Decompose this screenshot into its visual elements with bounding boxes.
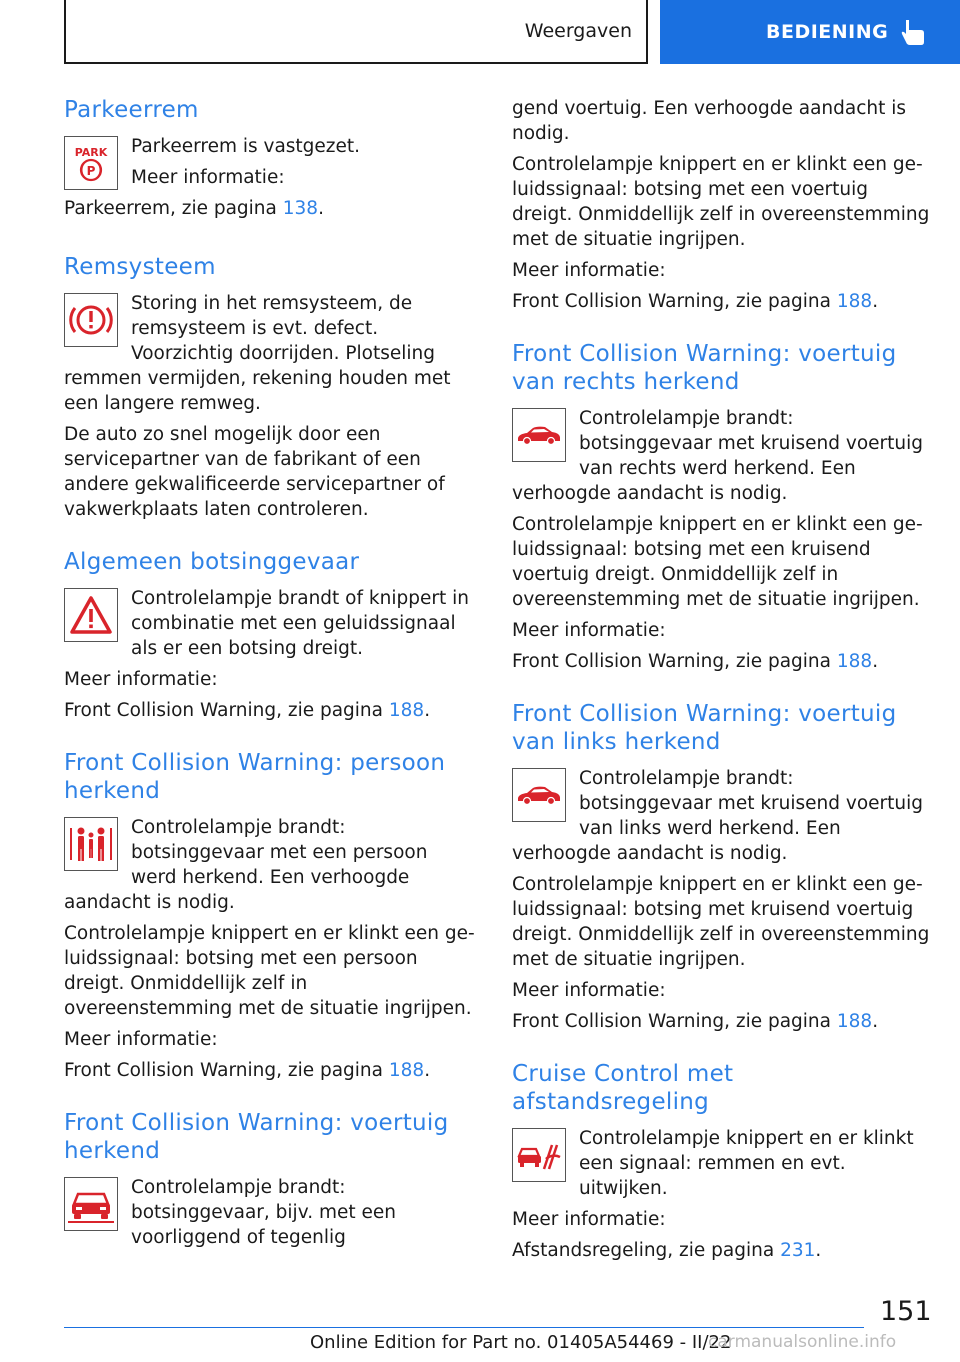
paragraph: Afstandsregeling, zie pagina 231. [512,1240,822,1261]
footer-divider [64,1327,864,1328]
paragraph: Meer informatie: [512,620,666,641]
paragraph: Controlelampje knippert en er klinkt een geluidssignaal: botsing met een kruisend voertuig dreigt. Onmiddellijk zelf in overeenstemming met de situatie ingrijpen. [512,514,923,610]
distance-control-icon [512,1128,566,1182]
section-title: Front Collision Warning: voertuig van links herkend [512,701,897,755]
watermark: carmanualsonline.info [708,1332,897,1352]
section-title: Cruise Control met afstandsregeling [512,1061,734,1115]
section-botsinggevaar [64,548,476,723]
paragraph: Meer informatie: [64,669,218,690]
section-title: Parkeerrem [64,97,199,123]
page-link[interactable]: 138 [282,198,319,219]
section-title: Front Collision Warning: voertuig herkend [64,1110,449,1164]
paragraph: Controlelampje knippert en er klinkt een signaal: remmen en evt. uitwijken. [579,1128,914,1199]
svg-text:P: P [86,164,96,178]
page-link[interactable]: 188 [836,291,873,312]
paragraph: Controlelampje knippert en er klinkt een geluidssignaal: botsing met kruisend voertuig dreigt. Onmiddellijk zelf in overeenstemming met de situatie ingrijpen. [512,874,930,970]
paragraph: Controlelampje brandt of knippert in combinatie met een geluidssignaal als er een botsing dreigt. [131,588,469,659]
paragraph: Controlelampje brandt: botsinggevaar met kruisend voertuig van rechts werd herkend. Een verhoogde aandacht is nodig. [512,408,924,504]
paragraph: Controlelampje brandt: botsinggevaar met kruisend voertuig van links werd herkend. Een verhoogde aandacht is nodig. [512,768,924,864]
hand-pointer-icon [900,18,926,46]
car-side-icon [512,408,566,462]
page-link[interactable]: 188 [388,1060,425,1081]
paragraph: Meer informatie: [512,260,666,281]
section-voertuig [64,1109,476,1250]
paragraph: Front Collision Warning, zie pagina 188. [512,651,879,672]
paragraph: Controlelampje brandt: botsinggevaar, bijv. met een voorliggend of tegenlig [131,1177,396,1248]
section-persoon [64,749,476,1083]
section-title: Front Collision Warning: persoon herkend [64,750,446,804]
paragraph: Front Collision Warning, zie pagina 188. [512,291,879,312]
section-links [512,700,930,1034]
pedestrian-icon [64,817,118,871]
section-title: Front Collision Warning: voertuig van rechts herkend [512,341,897,395]
paragraph: Storing in het remsysteem, de remsysteem is evt. defect. Voorzichtig doorrijden. Plotseling remmen vermijden, rekening houden met een langere remweg. [64,293,451,414]
paragraph: Meer informatie: [131,167,285,188]
section-cruise-control [512,1060,930,1263]
header-chapter [660,0,960,64]
paragraph: gend voertuig. Een verhoogde aandacht is nodig. [512,98,907,144]
section-title: Remsysteem [64,254,216,280]
svg-text:PARK: PARK [74,146,108,159]
section-remsysteem [64,253,476,522]
paragraph: Controlelampje brandt: botsinggevaar met een persoon werd herkend. Een verhoogde aandacht is nodig. [64,817,428,913]
page-link[interactable]: 231 [780,1240,816,1261]
park-brake-icon [64,136,118,190]
brake-warning-icon [64,293,118,347]
paragraph: Meer informatie: [512,980,666,1001]
page-link[interactable]: 188 [836,1011,873,1032]
section-voertuig-continued [512,96,930,314]
header-section [64,0,648,64]
paragraph: Parkeerrem, zie pagina 138. [64,198,324,219]
paragraph: Controlelampje knippert en er klinkt een geluidssignaal: botsing met een voertuig dreigt. Onmiddellijk zelf in overeenstemming met de situatie ingrijpen. [512,154,930,250]
paragraph: Meer informatie: [64,1029,218,1050]
paragraph: Meer informatie: [512,1209,666,1230]
page-number: 151 [880,1296,932,1327]
section-parkeerrem [64,96,476,227]
page-link[interactable]: 188 [836,651,873,672]
header-chapter-title: BEDIENING [766,21,889,43]
section-title: Algemeen botsinggevaar [64,549,360,575]
paragraph: Front Collision Warning, zie pagina 188. [64,1060,431,1081]
paragraph: Parkeerrem is vastgezet. [131,136,361,157]
page-link[interactable]: 188 [388,700,425,721]
header-section-title: Weergaven [524,20,632,42]
left-column [64,96,476,1276]
car-side-icon [512,768,566,822]
paragraph: Front Collision Warning, zie pagina 188. [512,1011,879,1032]
warning-triangle-icon [64,588,118,642]
section-rechts [512,340,930,674]
paragraph: De auto zo snel mogelijk door een servicepartner van de fabrikant of een andere gekwalificeerde servicepartner of vakwerkplaats laten controleren. [64,424,445,520]
paragraph: Controlelampje knippert en er klinkt een geluidssignaal: botsing met een persoon dreigt. Onmiddellijk zelf in overeenstemming met de situatie ingrijpen. [64,923,475,1019]
right-column [512,96,930,1289]
paragraph: Front Collision Warning, zie pagina 188. [64,700,431,721]
car-front-icon [64,1177,118,1231]
footer-edition: Online Edition for Part no. 01405A54469 - II/22 [310,1332,732,1353]
